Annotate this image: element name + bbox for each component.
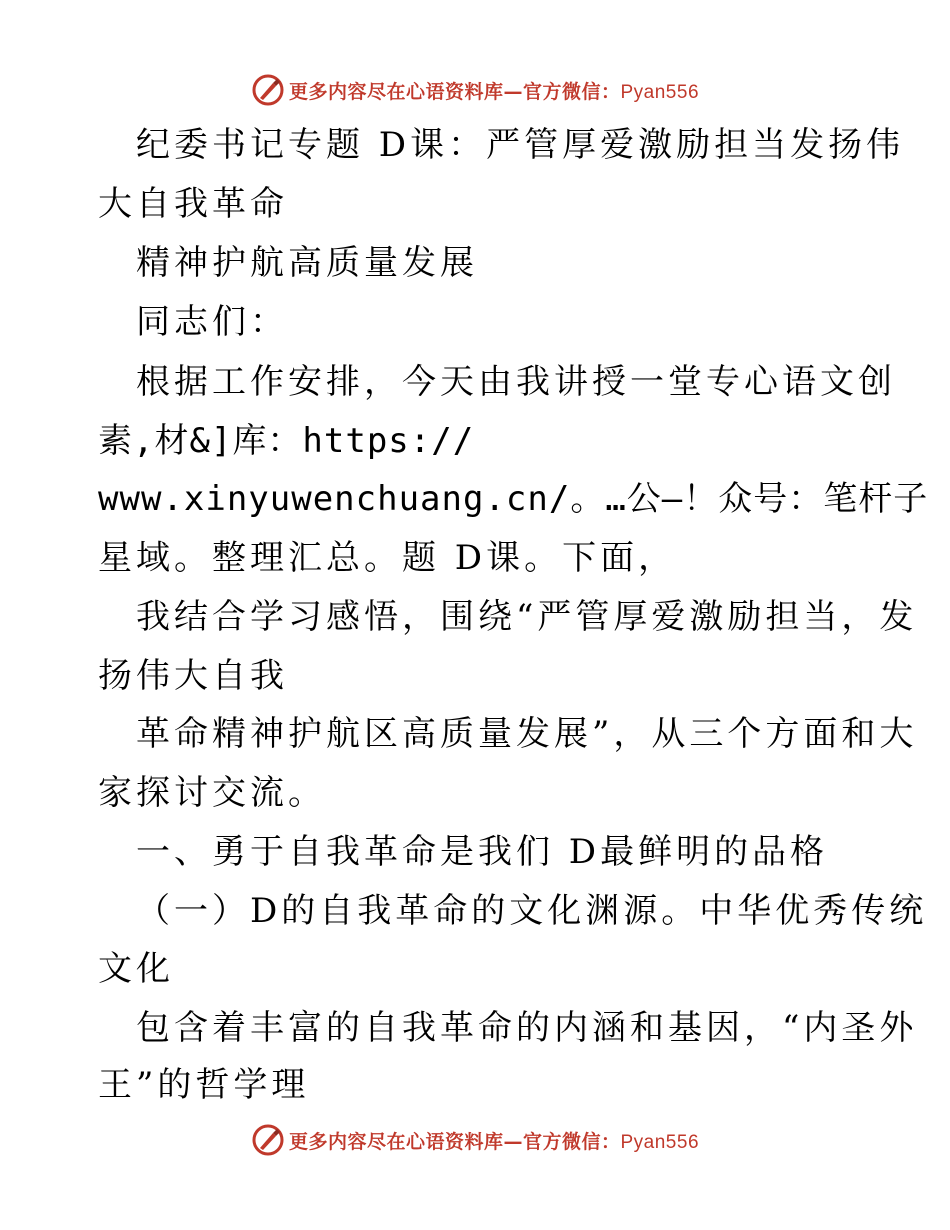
doc-paragraph-line: 素,材&]库：https://: [98, 421, 475, 461]
doc-title-line-3: 精神护航高质量发展: [136, 243, 478, 283]
doc-subsection-heading: （一）D的自我革命的文化渊源。中华优秀传统: [136, 891, 928, 931]
banner-handle: Pyan556: [620, 81, 700, 103]
doc-url-line: www.xinyuwenchuang.cn/。…公—！众号：笔杆子: [98, 479, 929, 519]
doc-section-heading: 一、勇于自我革命是我们 D最鲜明的品格: [136, 832, 829, 872]
banner-text: 更多内容尽在心语资料库—官方微信：Pyan556: [288, 80, 700, 103]
doc-paragraph-line: 我结合学习感悟，围绕“严管厚爱激励担当，发: [136, 597, 918, 637]
doc-paragraph-line: 革命精神护航区高质量发展”，从三个方面和大: [136, 714, 918, 754]
doc-paragraph-line: 扬伟大自我: [98, 656, 288, 696]
doc-paragraph-line: 王”的哲学理: [98, 1065, 310, 1105]
banner-text: 更多内容尽在心语资料库—官方微信：Pyan556: [288, 1130, 700, 1153]
doc-paragraph-line: 包含着丰富的自我革命的内涵和基因，“内圣外: [136, 1008, 918, 1048]
doc-paragraph-line: 家探讨交流。: [98, 773, 326, 813]
footer-banner: [0, 1120, 950, 1160]
doc-title-line-2: 大自我革命: [98, 184, 288, 224]
doc-paragraph-line: 文化: [98, 949, 174, 989]
pen-circle-logo-icon: [251, 1123, 285, 1157]
doc-paragraph-line: 星域。整理汇总。题 D课。下面，: [98, 538, 677, 578]
doc-salutation: 同志们：: [136, 302, 288, 342]
banner-handle: Pyan556: [620, 1131, 700, 1153]
doc-title-line-1: 纪委书记专题 D课：严管厚爱激励担当发扬伟: [136, 125, 905, 165]
doc-paragraph-line: 根据工作安排，今天由我讲授一堂专心语文创: [136, 362, 896, 402]
